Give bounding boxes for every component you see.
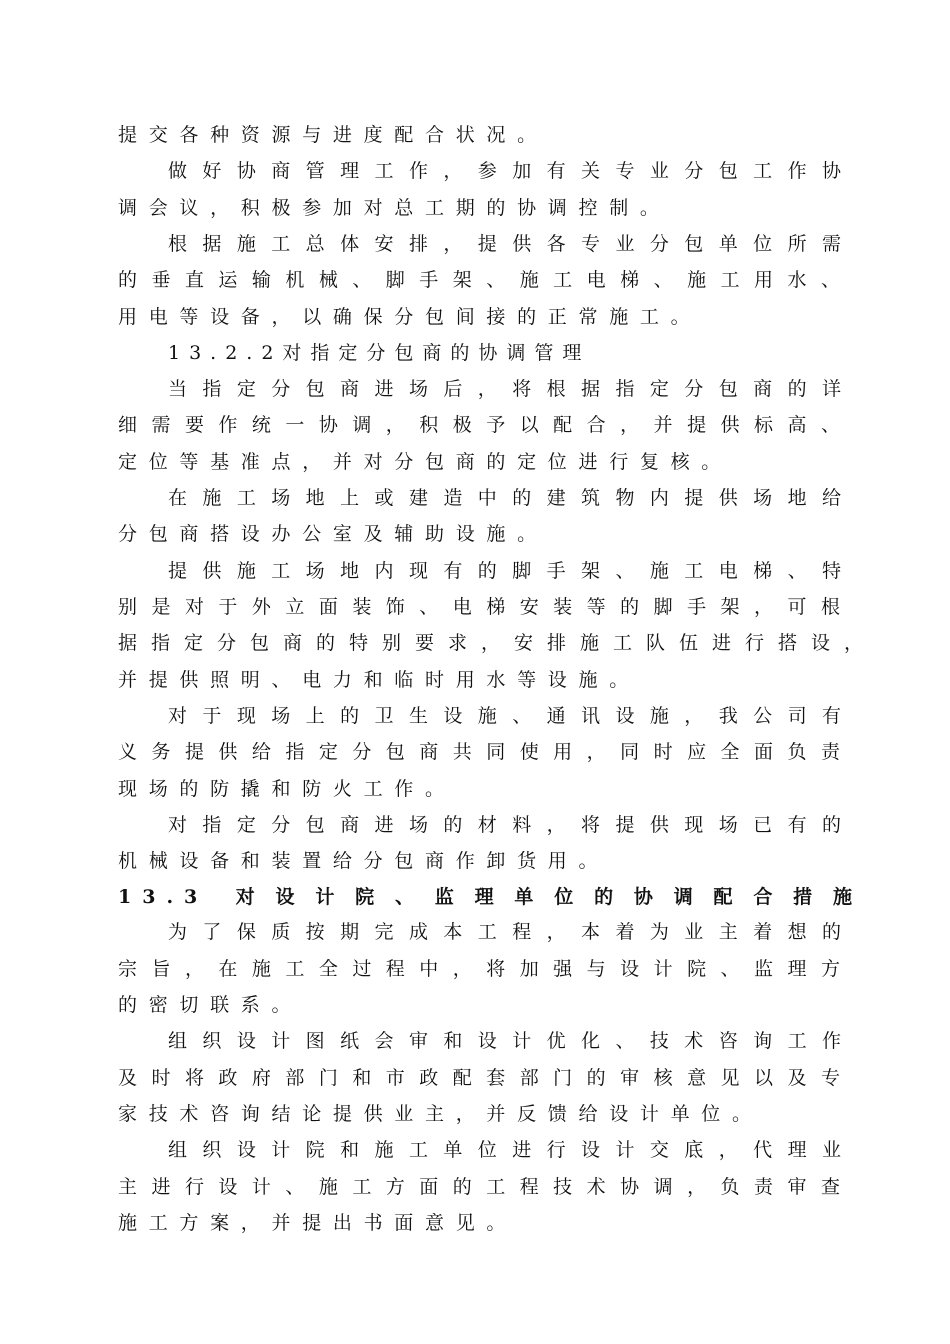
body-line: 提交各种资源与进度配合状况。 — [118, 124, 548, 146]
body-line: 分包商搭设办公室及辅助设施。 — [118, 523, 548, 545]
body-line: 调会议，积极参加对总工期的协调控制。 — [118, 197, 671, 219]
body-line: 为了保质按期完成本工程，本着为业主着想的 — [168, 921, 841, 943]
body-line: 及时将政府部门和市政配套部门的审核意见以及专 — [118, 1067, 840, 1089]
body-line: 别是对于外立面装饰、电梯安装等的脚手架，可根 — [118, 596, 840, 618]
body-line: 细需要作统一协调，积极予以配合，并提供标高、 — [118, 414, 840, 436]
body-line: 在施工场地上或建造中的建筑物内提供场地给 — [168, 487, 841, 509]
body-line: 做好协商管理工作，参加有关专业分包工作协 — [168, 160, 841, 182]
body-line: 据指定分包商的特别要求，安排施工队伍进行搭设， — [118, 632, 863, 654]
body-line: 组织设计图纸会审和设计优化、技术咨询工作 — [168, 1030, 841, 1052]
body-line: 家技术咨询结论提供业主，并反馈给设计单位。 — [118, 1103, 763, 1125]
body-line: 现场的防撬和防火工作。 — [118, 778, 456, 800]
body-line: 根据施工总体安排，提供各专业分包单位所需 — [168, 233, 841, 255]
body-line: 定位等基准点，并对分包商的定位进行复核。 — [118, 451, 733, 473]
body-line: 的密切联系。 — [118, 994, 303, 1016]
body-line: 提供施工场地内现有的脚手架、施工电梯、特 — [168, 560, 841, 582]
section-heading: 13.3 对设计院、监理单位的协调配合措施 — [118, 886, 863, 908]
body-line: 当指定分包商进场后，将根据指定分包商的详 — [168, 378, 841, 400]
body-line: 对指定分包商进场的材料，将提供现场已有的 — [168, 814, 841, 836]
body-line: 用电等设备，以确保分包间接的正常施工。 — [118, 306, 702, 328]
body-line: 施工方案，并提出书面意见。 — [118, 1212, 518, 1234]
body-line: 机械设备和装置给分包商作卸货用。 — [118, 850, 610, 872]
body-line: 主进行设计、施工方面的工程技术协调，负责审查 — [118, 1176, 840, 1198]
body-line: 的垂直运输机械、脚手架、施工电梯、施工用水、 — [118, 269, 840, 291]
body-line: 义务提供给指定分包商共同使用，同时应全面负责 — [118, 741, 840, 763]
body-line: 并提供照明、电力和临时用水等设施。 — [118, 669, 640, 691]
subsection-heading: 13.2.2对指定分包商的协调管理 — [168, 342, 591, 364]
body-line: 宗旨，在施工全过程中，将加强与设计院、监理方 — [118, 958, 840, 980]
body-line: 组织设计院和施工单位进行设计交底，代理业 — [168, 1139, 841, 1161]
body-line: 对于现场上的卫生设施、通讯设施，我公司有 — [168, 705, 841, 727]
